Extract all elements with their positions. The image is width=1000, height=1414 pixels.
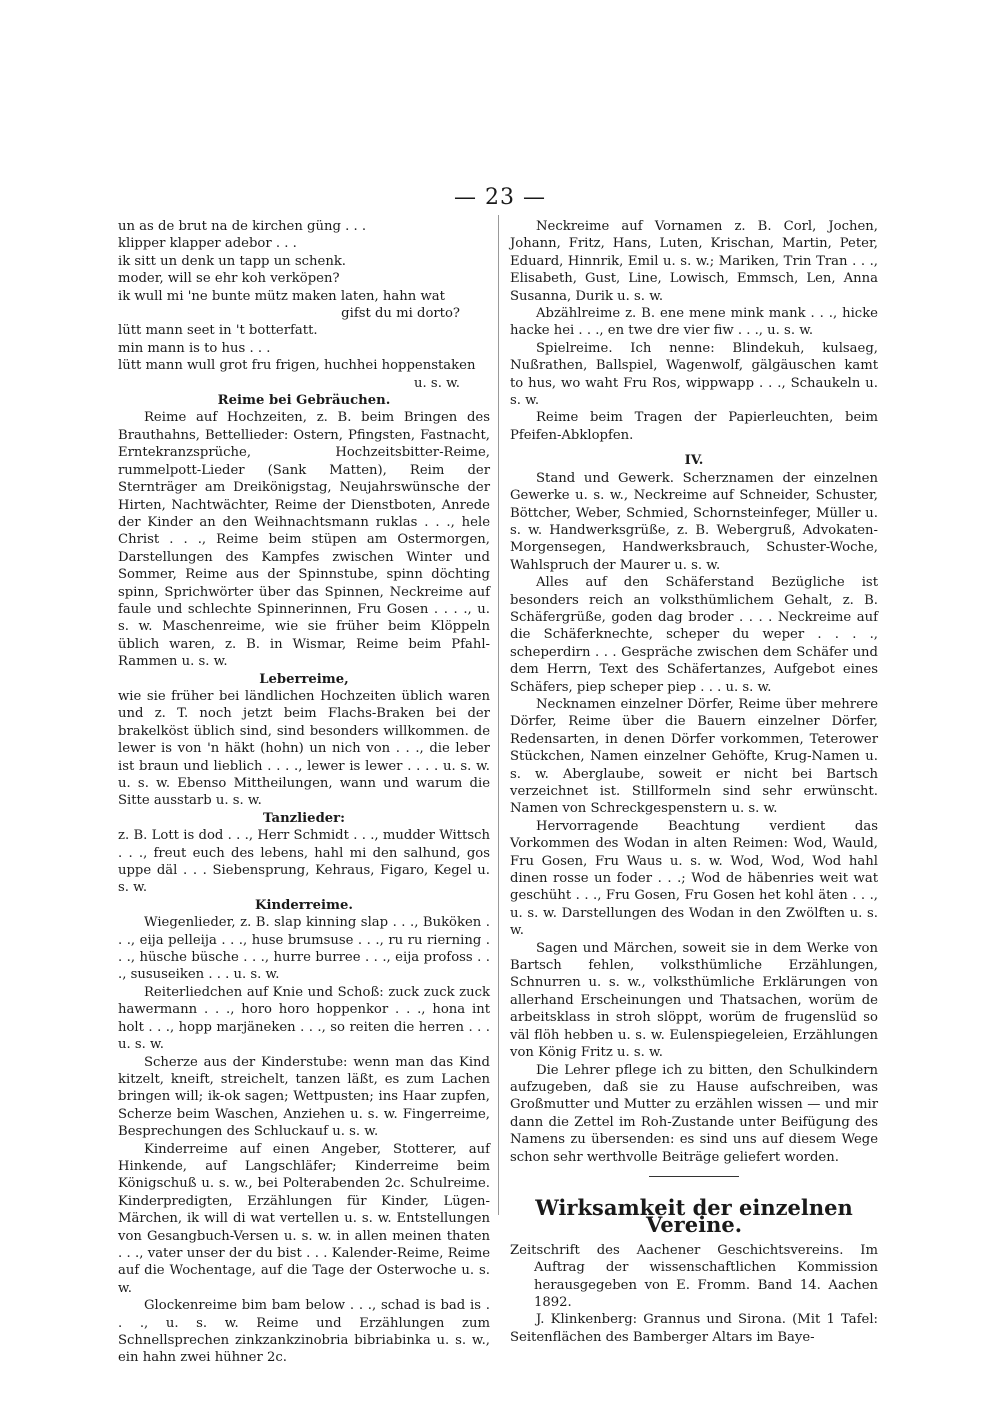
column-divider (498, 215, 499, 1215)
verse-line: lütt mann seet in 't botterfatt. (118, 323, 318, 339)
verse-line: ik wull mi 'ne bunte mütz maken laten, hahn wat (118, 288, 445, 304)
paragraph: Necknamen einzelner Dörfer, Reime über mehrere Dörfer, Reime über die Bauern einzelner Dörfer, Redensarten, in denen Dörfer vorkommen, Teterower Stückchen, Namen einzelner Gehöfte, Krug-Namen u. s. w. Aberglaube, soweit er nicht bei Bartsch verzeichnet ist. Stillformeln sind sehr erwünscht. Namen von Schreckgespenstern u. s. w. (510, 696, 878, 817)
paragraph: Die Lehrer pflege ich zu bitten, den Schulkindern aufzugeben, daß sie zu Hause aufschreiben, was Großmutter und Mutter zu erzählen wissen — und mir dann die Zettel im Roh-Zustande unter Beifügung des Namens zu übersenden: es sind uns auf diesem Wege schon sehr werthvolle Beiträge geliefert worden. (510, 1062, 878, 1165)
paragraph: Scherze aus der Kinderstube: wenn man das Kind kitzelt, kneift, streichelt, tanzen läßt, es zum Lachen bringen will; ik-ok sagen; Wettpusten; ins Haar zupfen, Scherze beim Waschen, Anziehen u. s. w. Fingerreime, Besprechungen des Schluckauf u. s. w. (118, 1054, 490, 1140)
paragraph: Neckreime auf Vornamen z. B. Corl, Jochen, Johann, Fritz, Hans, Luten, Krischan, Martin, Peter, Eduard, Hinnrik, Emil u. s. w.; Mariken, Trin Tran . . ., Elisabeth, Gust, Line, Lowisch, Emmsch, Len, Anna Susanna, Durik u. s. w. (510, 219, 878, 304)
verse-line: klipper klapper adebor . . . (118, 236, 297, 252)
verse-line: ik sitt un denk un tapp un schenk. (118, 253, 346, 269)
paragraph: Reime auf Hochzeiten, z. B. beim Bringen des Brauthahns, Bettellieder: Ostern, Pfingsten, Fastnacht, Erntekranzsprüche, Hochzeitsbitter-Reime, rummelpott-Lieder (Sank Matten), Reim der Sternträger am Dreikönigstag, Neujahrswünsche der Hirten, Nachtwächter, Reime der Dienstboten, Anrede der Kinder an den Weihnachtsmann ruklas . . ., hele Christ . . ., Reime beim stüpen am Ostermorgen, Darstellungen des Kampfes zwischen Winter und Sommer, Reime aus der Spinnstube, spinn döchting spinn, Sprichwörter über das Spinnen, Neckreime auf faule und schlechte Spinnerinnen, Fru Gosen . . . ., u. s. w. Maschenreime, wie sie früher beim Klöppeln üblich waren, z. B. in Wismar, Reime beim Pfahl-Rammen u. s. w. (118, 410, 490, 670)
verse-line: lütt mann wull grot fru frigen, huchhei hoppenstaken (118, 358, 476, 374)
paragraph: Spielreime. Ich nenne: Blindekuh, kulsaeg, Nußrathen, Ballspiel, Wagenwolf, gälgäuschen kamt to hus, wo waht Fru Ros, wippwapp . . ., Schaukeln u. s. w. (510, 340, 878, 409)
verse-line: min mann is to hus . . . (118, 340, 271, 356)
paragraph: J. Klinkenberg: Grannus und Sirona. (Mit 1 Tafel: Seitenflächen des Bamberger Altars im Baye- (510, 1312, 878, 1345)
paragraph: Glockenreime bim bam below . . ., schad is bad is . . ., u. s. w. Reime und Erzählungen zum Schnellsprechen zinkzankzinobria bibriabinka u. s. w., ein hahn zwei hühner 2c. (118, 1298, 490, 1366)
paragraph: Kinderreime auf einen Angeber, Stotterer, auf Hinkende, auf Langschläfer; Kinderreime beim Königschuß u. s. w., bei Polterabenden 2c. Schulreime. Kinderpredigten, Erzählungen für Kinder, Lügen-Märchen, ik will di wat vertellen u. s. w. Entstellungen von Gesangbuch-Versen u. s. w. in allen meinen thaten . . ., vater unser der du bist . . . Kalender-Reime, Reime auf die Wochentage, auf die Tage der Osterwoche u. s. w. (118, 1141, 490, 1296)
paragraph: Reime beim Tragen der Papierleuchten, beim Pfeifen-Abklopfen. (510, 410, 878, 443)
section-heading: IV. (684, 453, 704, 469)
paragraph: Zeitschrift des Aachener Geschichtsvereins. Im Auftrag der wissenschaftlichen Kommission herausgegeben von E. Fromm. Band 14. Aachen 1892. (510, 1242, 878, 1310)
section-heading: Kinderreime. (255, 897, 353, 913)
section-title: Wirksamkeit der einzelnen Vereine. (535, 1194, 853, 1238)
paragraph: Hervorragende Beachtung verdient das Vorkommen des Wodan in alten Reimen: Wod, Wauld, Fru Gosen, Fru Waus u. s. w. Wod, Wod, Wod hahl dinen rosse un foder . . .; Wod de häbenries weit wat geschüht . . ., Fru Gosen, Fru Gosen het kohl äten . . ., u. s. w. Darstellungen des Wodan in den Zwölften u. s. w. (510, 818, 878, 939)
section-heading: Leberreime, (259, 671, 349, 687)
left-column (118, 218, 490, 1367)
paragraph: Stand und Gewerk. Scherznamen der einzelnen Gewerke u. s. w., Neckreime auf Schneider, Schuster, Böttcher, Weber, Schmied, Schornsteinfeger, Müller u. s. w. Handwerksgrüße, z. B. Webergruß, Advokaten-Morgensegen, Handwerksbrauch, Schuster-Woche, Wahlspruch der Maurer u. s. w. (510, 470, 878, 573)
paragraph: Wiegenlieder, z. B. slap kinning slap . . ., Buköken . . ., eija pelleija . . ., huse brumsuse . . ., ru ru rierning . . ., hüsche büsche . . ., hurre burree . . ., eija profoss . . ., sususeiken . . . u. s. w. (118, 915, 490, 983)
verse-line: gifst du mi dorto? (341, 306, 460, 322)
paragraph: Abzählreime z. B. ene mene mink mank . . ., hicke hacke hei . . ., en twe dre vier fiw . . ., u. s. w. (510, 306, 878, 339)
paragraph: Reiterliedchen auf Knie und Schoß: zuck zuck zuck hawermann . . ., horo horo hoppenkor . . ., hona int holt . . ., hopp marjäneken . . ., so reiten die herren . . . u. s. w. (118, 984, 490, 1053)
verse-line: moder, will se ehr koh verköpen? (118, 271, 340, 287)
paragraph: wie sie früher bei ländlichen Hochzeiten üblich waren und z. T. noch jetzt beim Flachs-Braken bei der brakelköst üblich sind, sind besonders willkommen. de lewer is von 'n häkt (hohn) un nich von . . ., die leber ist braun und lieblich . . . ., lewer is lewer . . . . u. s. w. u. s. w. Ebenso Mittheilungen, wann und warum die Sitte ausstarb u. s. w. (118, 688, 490, 809)
verse-line: un as de brut na de kirchen güng . . . (118, 219, 367, 234)
section-heading: Reime bei Gebräuchen. (217, 393, 391, 409)
verse-line: u. s. w. (414, 375, 460, 391)
paragraph: Sagen und Märchen, soweit sie in dem Werke von Bartsch fehlen, volksthümliche Erzählungen, Schnurren u. s. w., volksthümliche Erklärungen von allerhand Erscheinungen und Thatsachen, worüm de arbeitsklass in stroh slöppt, worüm de frugenslüd so väl flöh hebben u. s. w. Eulenspiegeleien, Erzählungen von König Fritz u. s. w. (510, 940, 878, 1061)
section-separator (649, 1176, 739, 1177)
paragraph: Alles auf den Schäferstand Bezügliche ist besonders reich an volksthümlichem Gehalt, z. B. Schäfergrüße, goden dag broder . . . . Neckreime auf die Schäferknechte, scheper du weper . . . ., scheperdirn . . . Gespräche zwischen dem Schäfer und dem Herrn, Text des Schäfertanzes, Aufgebot eines Schäfers, piep scheper piep . . . u. s. w. (510, 575, 878, 695)
paragraph: z. B. Lott is dod . . ., Herr Schmidt . . ., mudder Wittsch . . ., freut euch des lebens, hahl mi den salhund, gos uppe däl . . . Siebensprung, Kehraus, Figaro, Kegel u. s. w. (118, 828, 490, 896)
section-heading: Tanzlieder: (262, 810, 345, 826)
right-column (510, 218, 878, 1346)
page-number: — 23 — (454, 185, 546, 210)
